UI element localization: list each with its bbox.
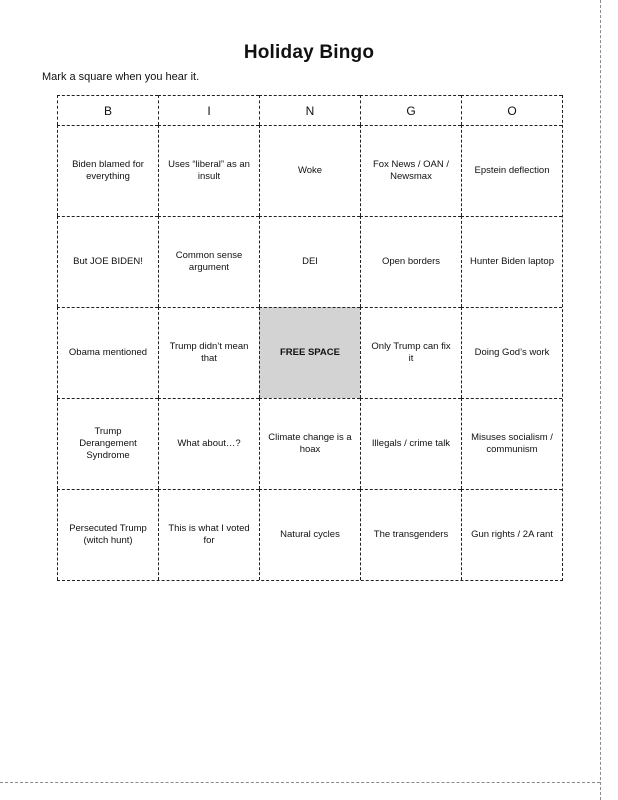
bingo-square: Uses “liberal” as an insult xyxy=(158,125,259,216)
bingo-square: Illegals / crime talk xyxy=(360,398,461,489)
bingo-square: Only Trump can fix it xyxy=(360,307,461,398)
bingo-square: Fox News / OAN / Newsmax xyxy=(360,125,461,216)
instructions-text: Mark a square when you hear it. xyxy=(42,71,200,83)
bingo-square: Open borders xyxy=(360,216,461,307)
bingo-square: Obama mentioned xyxy=(57,307,158,398)
bingo-square: Hunter Biden laptop xyxy=(461,216,562,307)
bingo-square: The transgenders xyxy=(360,489,461,580)
column-header-n: N xyxy=(259,95,360,125)
bingo-square: DEI xyxy=(259,216,360,307)
page-border-bottom xyxy=(0,782,600,783)
bingo-square: Climate change is a hoax xyxy=(259,398,360,489)
bingo-square: Trump Derangement Syndrome xyxy=(57,398,158,489)
bingo-card xyxy=(57,95,563,581)
free-space-square: FREE SPACE xyxy=(259,307,360,398)
bingo-square: This is what I voted for xyxy=(158,489,259,580)
column-header-b: B xyxy=(57,95,158,125)
bingo-square: Gun rights / 2A rant xyxy=(461,489,562,580)
column-header-g: G xyxy=(360,95,461,125)
bingo-square: Epstein deflection xyxy=(461,125,562,216)
page-border-right xyxy=(600,0,601,800)
bingo-square: Persecuted Trump (witch hunt) xyxy=(57,489,158,580)
page-title: Holiday Bingo xyxy=(243,42,375,63)
bingo-square: Woke xyxy=(259,125,360,216)
bingo-square: But JOE BIDEN! xyxy=(57,216,158,307)
bingo-square: Biden blamed for everything xyxy=(57,125,158,216)
bingo-square: Natural cycles xyxy=(259,489,360,580)
bingo-square: Common sense argument xyxy=(158,216,259,307)
bingo-square: Misuses socialism / communism xyxy=(461,398,562,489)
bingo-square: What about…? xyxy=(158,398,259,489)
column-header-o: O xyxy=(461,95,562,125)
column-header-i: I xyxy=(158,95,259,125)
bingo-square: Trump didn’t mean that xyxy=(158,307,259,398)
bingo-square: Doing God’s work xyxy=(461,307,562,398)
